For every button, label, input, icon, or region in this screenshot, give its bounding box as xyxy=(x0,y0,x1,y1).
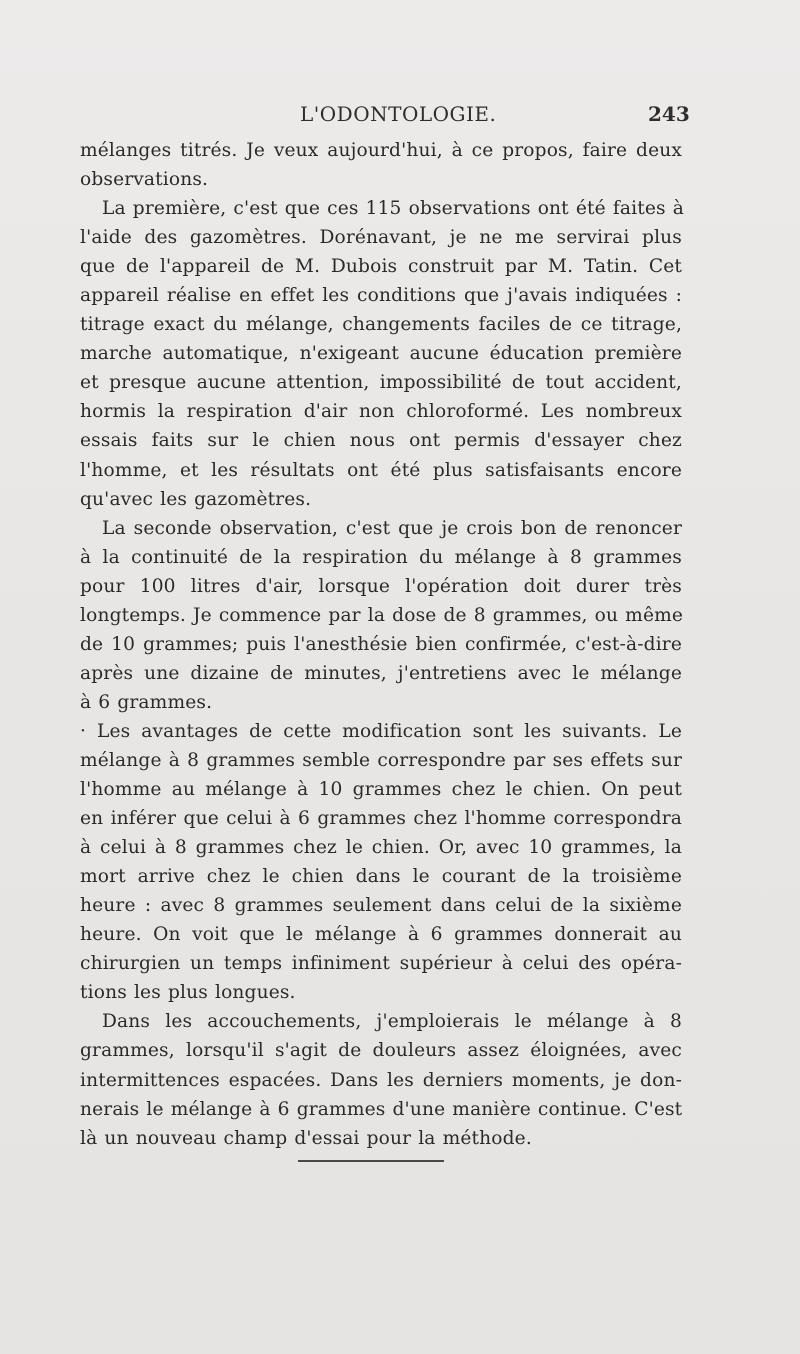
text-line: pour 100 litres d'air, lorsque l'opération doit durer très xyxy=(80,575,682,597)
text-line: longtemps. Je commence par la dose de 8 grammes, ou même xyxy=(80,604,684,626)
text-line: appareil réalise en effet les conditions que j'avais indiquées : xyxy=(80,285,682,307)
text-line: l'aide des gazomètres. Dorénavant, je ne me servirai plus xyxy=(80,227,682,249)
text-line: qu'avec les gazomètres. xyxy=(80,488,312,510)
text-line: de 10 grammes; puis l'anesthésie bien confirmée, c'est-à-dire xyxy=(80,633,682,655)
text-line: · Les avantages de cette modification sont les suivants. Le xyxy=(80,720,682,742)
text-line: en inférer que celui à 6 grammes chez l'homme correspondra xyxy=(80,808,682,830)
text-line: La seconde observation, c'est que je crois bon de renoncer xyxy=(102,517,682,539)
text-line: titrage exact du mélange, changements faciles de ce titrage, xyxy=(80,314,682,336)
running-head xyxy=(0,102,800,132)
text-line: hormis la respiration d'air non chloroformé. Les nombreux xyxy=(80,401,682,423)
text-line: marche automatique, n'exigeant aucune éducation première xyxy=(80,343,682,365)
text-line: chirurgien un temps infiniment supérieur à celui des opéra- xyxy=(80,953,682,975)
text-line: heure. On voit que le mélange à 6 grammes donnerait au xyxy=(80,924,682,946)
text-line: intermittences espacées. Dans les derniers moments, je don- xyxy=(80,1069,682,1091)
text-line: tions les plus longues. xyxy=(80,982,296,1004)
text-line: et presque aucune attention, impossibilité de tout accident, xyxy=(80,372,682,394)
text-line: mort arrive chez le chien dans le courant de la troisième xyxy=(80,866,682,888)
text-line: à celui à 8 grammes chez le chien. Or, avec 10 grammes, la xyxy=(80,837,682,859)
text-line: à la continuité de la respiration du mélange à 8 grammes xyxy=(80,546,682,568)
body-text xyxy=(80,136,682,1153)
text-line: là un nouveau champ d'essai pour la méthode. xyxy=(80,1127,532,1149)
text-line: l'homme, et les résultats ont été plus satisfaisants encore xyxy=(80,459,682,481)
text-line: à 6 grammes. xyxy=(80,691,213,713)
text-line: mélange à 8 grammes semble correspondre par ses effets sur xyxy=(80,749,682,771)
text-line: essais faits sur le chien nous ont permis d'essayer chez xyxy=(80,430,682,452)
text-line: que de l'appareil de M. Dubois construit par M. Tatin. Cet xyxy=(80,256,682,278)
running-title: L'ODONTOLOGIE. xyxy=(300,102,497,126)
text-line: mélanges titrés. Je veux aujourd'hui, à ce propos, faire deux xyxy=(80,140,682,161)
section-end-rule xyxy=(298,1160,444,1162)
text-line: grammes, lorsqu'il s'agit de douleurs assez éloignées, avec xyxy=(80,1040,682,1062)
text-line: Dans les accouchements, j'emploierais le mélange à 8 xyxy=(102,1011,682,1033)
page-number: 243 xyxy=(648,102,690,126)
text-line: l'homme au mélange à 10 grammes chez le chien. On peut xyxy=(80,779,682,801)
text-line: La première, c'est que ces 115 observations ont été faites à xyxy=(102,198,684,220)
text-line: observations. xyxy=(80,169,209,191)
text-line: nerais le mélange à 6 grammes d'une manière continue. C'est xyxy=(80,1098,683,1120)
text-line: après une dizaine de minutes, j'entretiens avec le mélange xyxy=(80,662,682,684)
text-line: heure : avec 8 grammes seulement dans celui de la sixième xyxy=(80,895,682,917)
